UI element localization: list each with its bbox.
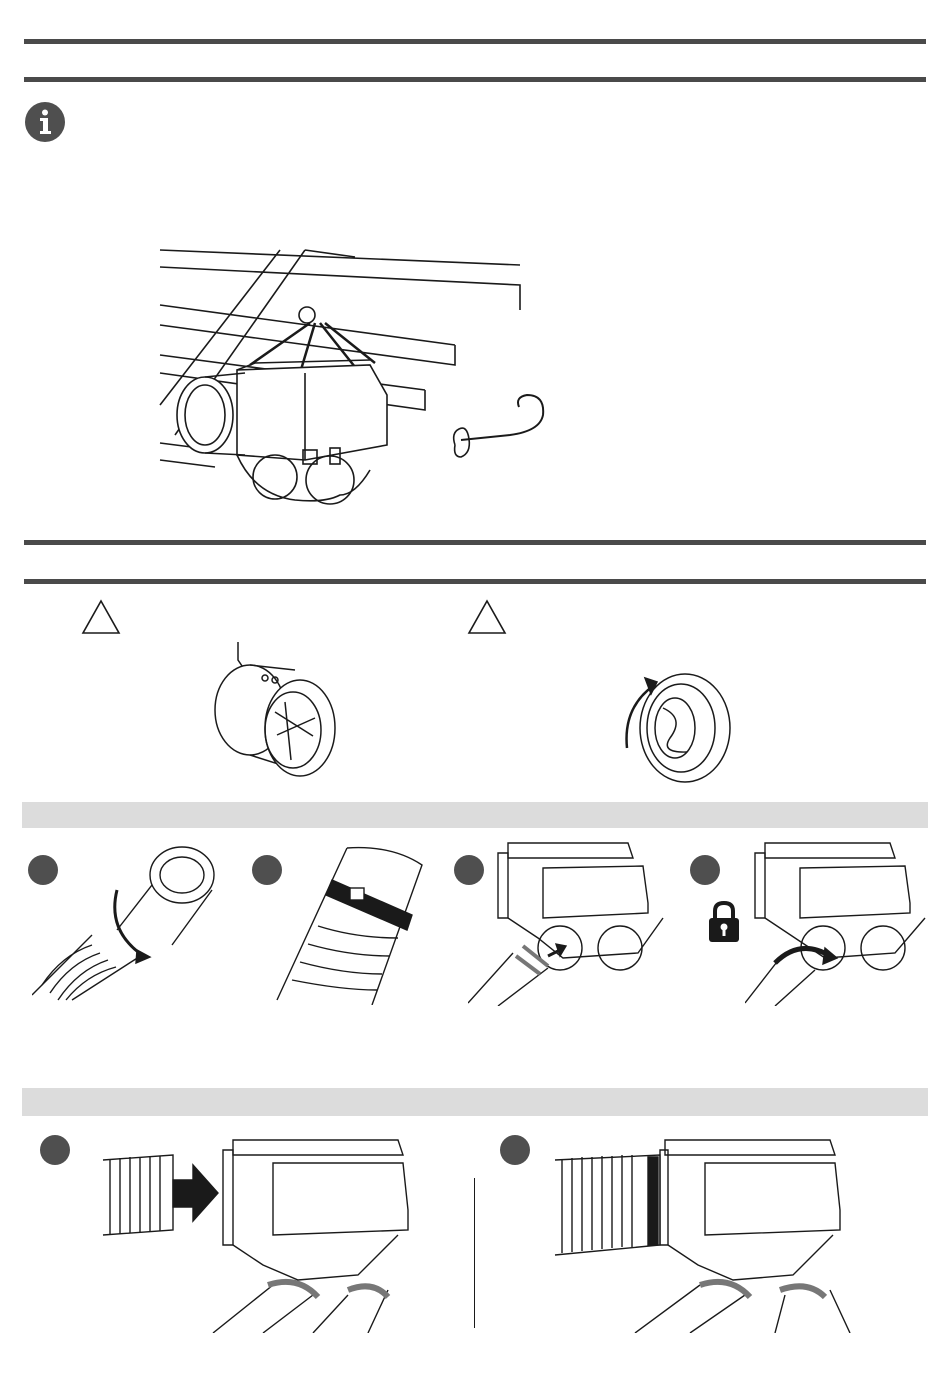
- rotating-grille-illustration: [615, 668, 735, 783]
- step-badge-a: [40, 1135, 70, 1165]
- step3-insert-duct-illustration: [468, 838, 668, 1006]
- step-badge-b: [500, 1135, 530, 1165]
- step4-lock-duct-illustration: [745, 838, 935, 1006]
- duct-connection-band: [22, 1088, 928, 1116]
- step-badge-4: [690, 855, 720, 885]
- step2-strap-illustration: [262, 840, 437, 1005]
- section2-bottom-rule: [24, 579, 926, 584]
- info-icon: [24, 101, 66, 143]
- section1-top-rule: [24, 39, 926, 44]
- bottom-steps-divider: [474, 1178, 475, 1328]
- lock-icon: [707, 900, 741, 944]
- warning-triangle-icon-right: [467, 599, 507, 635]
- backdraft-damper-illustration: [205, 640, 345, 785]
- bottom-step-b-strapped-illustration: [550, 1135, 910, 1333]
- section1-bottom-rule: [24, 77, 926, 82]
- warning-triangle-icon-left: [81, 599, 121, 635]
- section2-top-rule: [24, 540, 926, 545]
- installation-steps-band: [22, 802, 928, 828]
- bottom-step-a-insert-illustration: [98, 1135, 458, 1333]
- step1-rotate-collar-illustration: [32, 835, 222, 1005]
- ceiling-mount-illustration: [155, 245, 555, 520]
